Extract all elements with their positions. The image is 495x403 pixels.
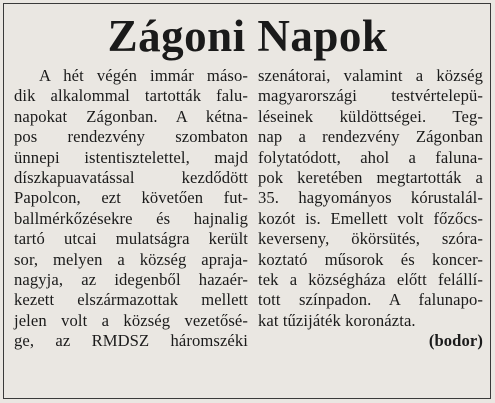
article-headline: Zágoni Napok bbox=[107, 11, 388, 61]
text-line: magyarországi testvértelepü- bbox=[258, 86, 483, 106]
text-line: folytatódott, ahol a faluna- bbox=[258, 147, 483, 167]
article-byline: (bodor) bbox=[428, 331, 483, 351]
text-line: kat tűzijáték koronázta. bbox=[258, 310, 416, 330]
text-line: ünnepi istentisztelettel, majd bbox=[14, 147, 248, 167]
text-line: léseinek küldöttségei. Teg- bbox=[258, 106, 483, 126]
text-line: tek a községháza előtt felállí- bbox=[258, 269, 483, 289]
text-line: díszkapuavatással kezdődött bbox=[14, 167, 248, 187]
text-line: sor, melyen a község apraja- bbox=[14, 249, 248, 269]
text-line: tott színpadon. A falunapo- bbox=[258, 290, 483, 310]
text-line: nap a rendezvény Zágonban bbox=[258, 127, 483, 147]
text-line: pos rendezvény szombaton bbox=[14, 127, 248, 147]
text-line: szenátorai, valamint a község bbox=[258, 66, 483, 85]
text-line: keverseny, ökörsütés, szóra- bbox=[258, 229, 483, 249]
text-line: Papolcon, ezt követően fut- bbox=[14, 188, 248, 208]
text-line: koztató műsorok és koncer- bbox=[258, 249, 483, 269]
text-line: jelen volt a község vezetősé- bbox=[14, 310, 248, 330]
text-line: napokat Zágonban. A kétna- bbox=[14, 106, 248, 126]
text-line: 35. hagyományos kórustalál- bbox=[258, 188, 483, 208]
article-column-right bbox=[258, 66, 483, 351]
text-line: nagyja, az idegenből hazaér- bbox=[14, 269, 248, 289]
text-line: kozót is. Emellett volt főzőcs- bbox=[258, 208, 483, 228]
article-column-left bbox=[14, 66, 248, 351]
text-line: dik alkalommal tartották falu- bbox=[14, 86, 248, 106]
text-line: pok keretében megtartották a bbox=[258, 167, 483, 187]
text-line: tartó utcai mulatságra került bbox=[14, 229, 248, 249]
text-line: A hét végén immár máso- bbox=[39, 66, 248, 85]
text-line: ballmérkőzésekre és hajnalig bbox=[14, 208, 248, 228]
text-line: ge, az RMDSZ háromszéki bbox=[14, 331, 248, 351]
text-line: kezett elszármazottak mellett bbox=[14, 290, 248, 310]
